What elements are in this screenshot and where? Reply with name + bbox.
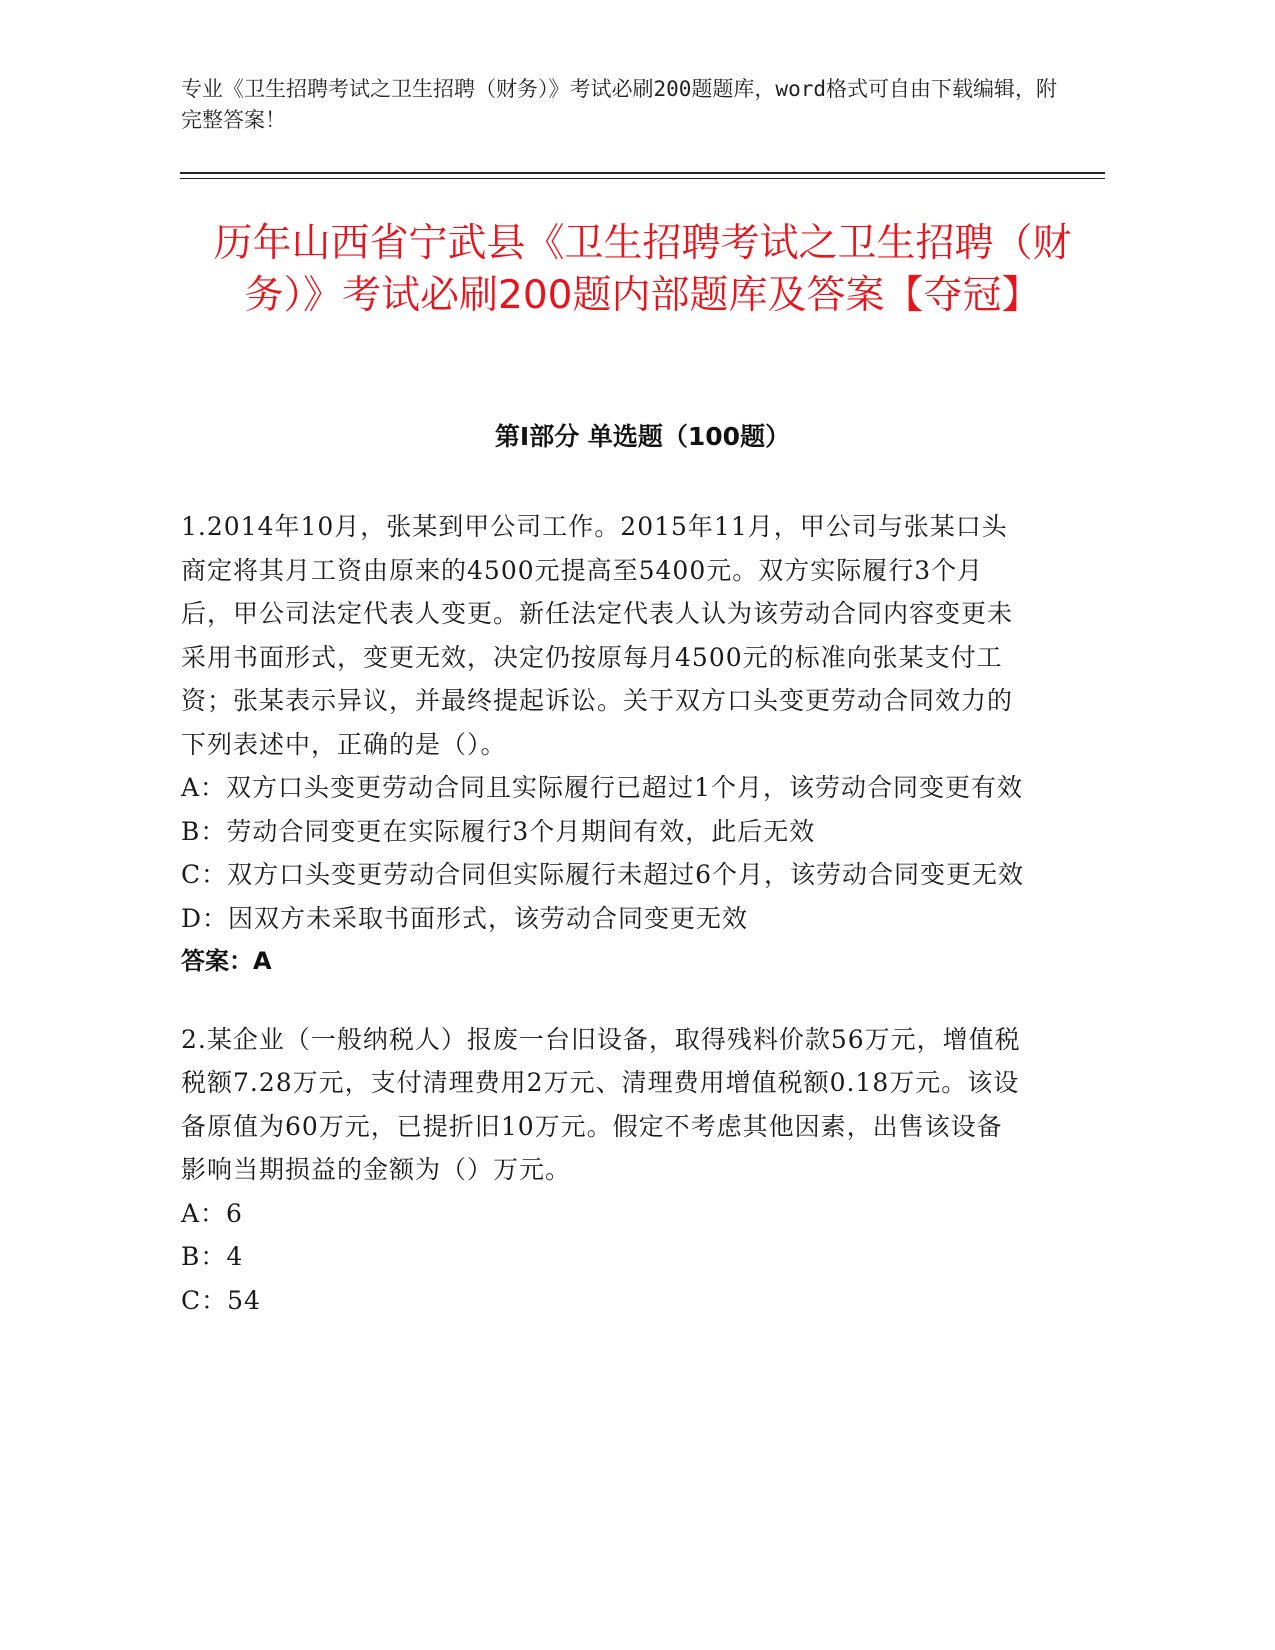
question-1 [181,505,1026,984]
option-a: A：6 [181,1198,243,1228]
option-a: A：双方口头变更劳动合同且实际履行已超过1个月，该劳动合同变更有效 [181,773,1023,802]
question-stem: 1.2014年10月，张某到甲公司工作。2015年11月，甲公司与张某口头商定将其月工资由原来的4500元提高至5400元。双方实际履行3个月后，甲公司法定代表人变更。新任法定代表人认为该劳动合同内容变更未采用书面形式，变更无效，决定仍按原每月4500元的标准向张某支付工资；张某表示异议，并最终提起诉讼。关于双方口头变更劳动合同效力的下列表述中，正确的是（）。 [181,512,1014,759]
header-rule-thin [180,178,1105,179]
section-title: 第I部分 单选题（100题） [494,422,791,451]
answer-line: 答案：A [181,947,272,975]
question-list [181,505,1026,1356]
header-rule-thick [180,172,1105,174]
option-d: D：因双方未采取书面形式，该劳动合同变更无效 [181,903,749,933]
option-c: C：双方口头变更劳动合同但实际履行未超过6个月，该劳动合同变更无效 [181,860,1025,889]
header-note: 专业《卫生招聘考试之卫生招聘（财务）》考试必刷200题题库，word格式可自由下载编辑，附完整答案！ [181,77,1057,132]
option-b: B：劳动合同变更在实际履行3个月期间有效，此后无效 [181,816,816,846]
question-stem: 2.某企业（一般纳税人）报废一台旧设备，取得残料价款56万元，增值税税额7.28万元，支付清理费用2万元、清理费用增值税额0.18万元。该设备原值为60万元，已提折旧10万元。假定不考虑其他因素，出售该设备影响当期损益的金额为（）万元。 [181,1024,1021,1184]
document-title: 历年山西省宁武县《卫生招聘考试之卫生招聘（财务）》考试必刷200题内部题库及答案【夺冠】 [213,221,1072,318]
question-2 [181,1018,1026,1323]
option-c: C：54 [181,1285,261,1315]
option-b: B：4 [181,1242,244,1271]
